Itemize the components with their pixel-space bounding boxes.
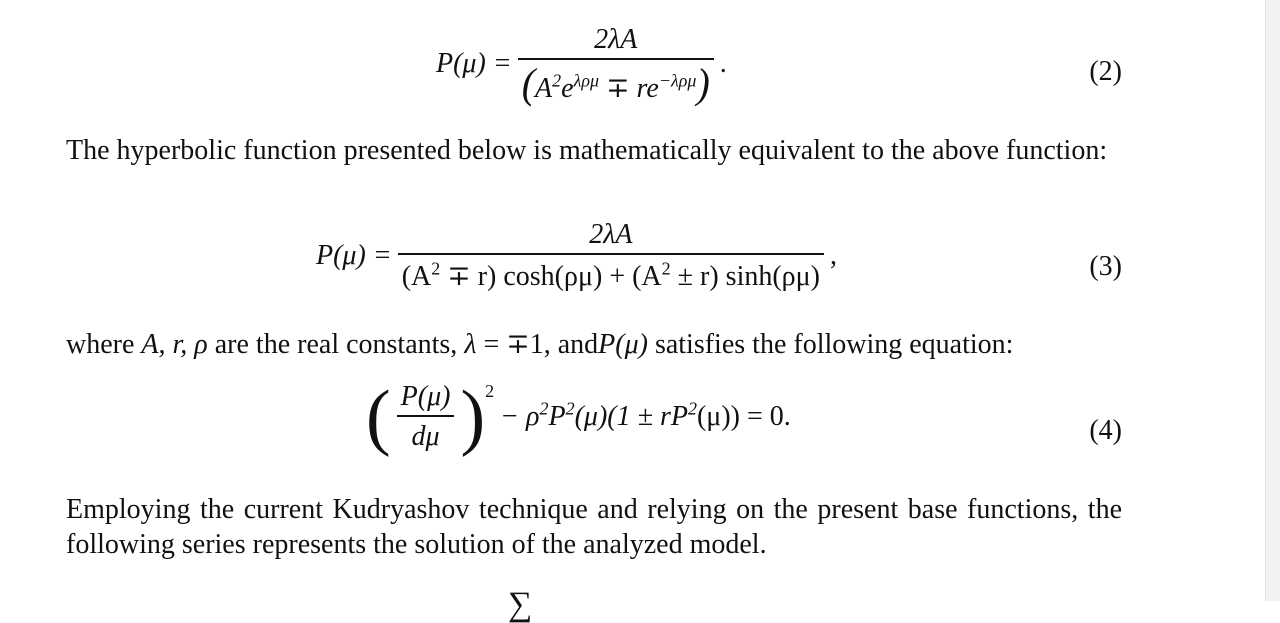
eq2-denominator: $(A^2e^{\lambda\rho\mu} \mp re^{-\lambda\rho\mu})$ xyxy=(521,59,710,107)
eq4-fraction xyxy=(397,381,455,453)
eq3-lhs: P(μ) = xyxy=(316,239,392,271)
equation-2-number: (2) xyxy=(1089,56,1122,87)
page-edge xyxy=(1265,0,1280,601)
eq2-lhs: P(μ) = xyxy=(436,48,512,80)
eq3-denominator: $(A^2 \mp r) \cosh(\rho\mu) + (A^2 \pm r)$ sinh(ρμ) xyxy=(401,258,820,292)
equation-3-number: (3) xyxy=(1089,251,1122,282)
equation-4 xyxy=(0,376,1240,470)
equation-3-body xyxy=(316,219,837,293)
eq2-fraction xyxy=(518,24,714,105)
eq2-numerator: 2λA xyxy=(594,24,638,55)
eq3-numerator: 2λA xyxy=(589,219,633,250)
eq4-rhs: − $\rho^2P^2(\mu)(1 \pm rP^2(\mu)) = 0$. xyxy=(500,398,791,432)
eq4-numerator: P(μ) xyxy=(400,381,451,413)
equation-4-body: ( $\frac{P(\mu)}{d\mu}$ ) $^2$ − $\rho^2P^2(\mu)(1 \pm rP^2(\mu)) = 0$. xyxy=(366,376,791,458)
eq2-trail: . xyxy=(719,48,727,80)
paragraph-hyperbolic: The hyperbolic function presented below is mathematically equivalent to the above function: xyxy=(66,135,1108,166)
clipped-previous-line xyxy=(0,0,1280,2)
equation-2-body xyxy=(436,24,727,105)
paragraph-where: where A, r, ρ are the real constants, λ = ∓1, andP(μ) satisfies the following equation: xyxy=(66,329,1014,360)
equation-4-number: (4) xyxy=(1089,415,1122,446)
eq4-denominator: dμ xyxy=(411,420,440,452)
equation-5-fragment: ∑ xyxy=(508,586,533,623)
equation-2 xyxy=(0,20,1240,110)
equation-3 xyxy=(0,215,1240,305)
eq3-fraction xyxy=(398,219,824,293)
paragraph-kudryashov: Employing the current Kudryashov technique and relying on the present base functions, the following series represents the solution of the analyzed model. xyxy=(66,494,1122,560)
eq3-trail: , xyxy=(829,239,837,271)
